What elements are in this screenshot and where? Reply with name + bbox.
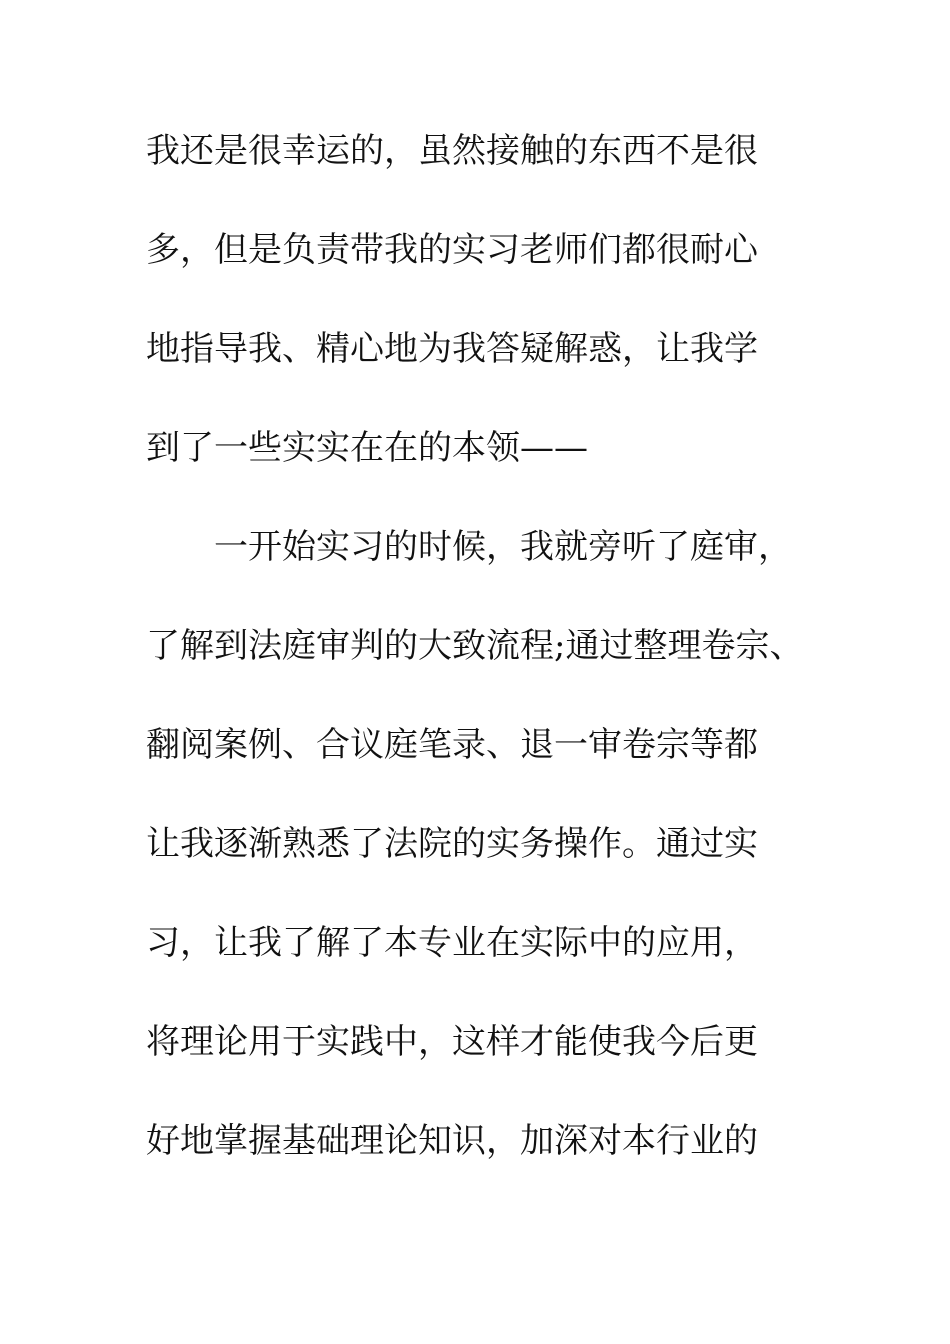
text-line: 到了一些实实在在的本领——: [146, 428, 588, 468]
text-line: 了解到法庭审判的大致流程;通过整理卷宗、: [146, 626, 804, 666]
text-line: 地指导我、精心地为我答疑解惑，让我学: [146, 329, 758, 369]
text-line: 让我逐渐熟悉了法院的实务操作。通过实: [146, 824, 758, 864]
text-line: 翻阅案例、合议庭笔录、退一审卷宗等都: [146, 725, 758, 765]
paragraph-first-line: 一开始实习的时候，我就旁听了庭审，: [214, 527, 792, 567]
text-line: 我还是很幸运的，虽然接触的东西不是很: [146, 131, 758, 171]
text-line: 将理论用于实践中，这样才能使我今后更: [146, 1022, 758, 1062]
text-line: 好地掌握基础理论知识，加深对本行业的: [146, 1121, 758, 1161]
text-line: 习，让我了解了本专业在实际中的应用，: [146, 923, 758, 963]
text-line: 多，但是负责带我的实习老师们都很耐心: [146, 230, 758, 270]
